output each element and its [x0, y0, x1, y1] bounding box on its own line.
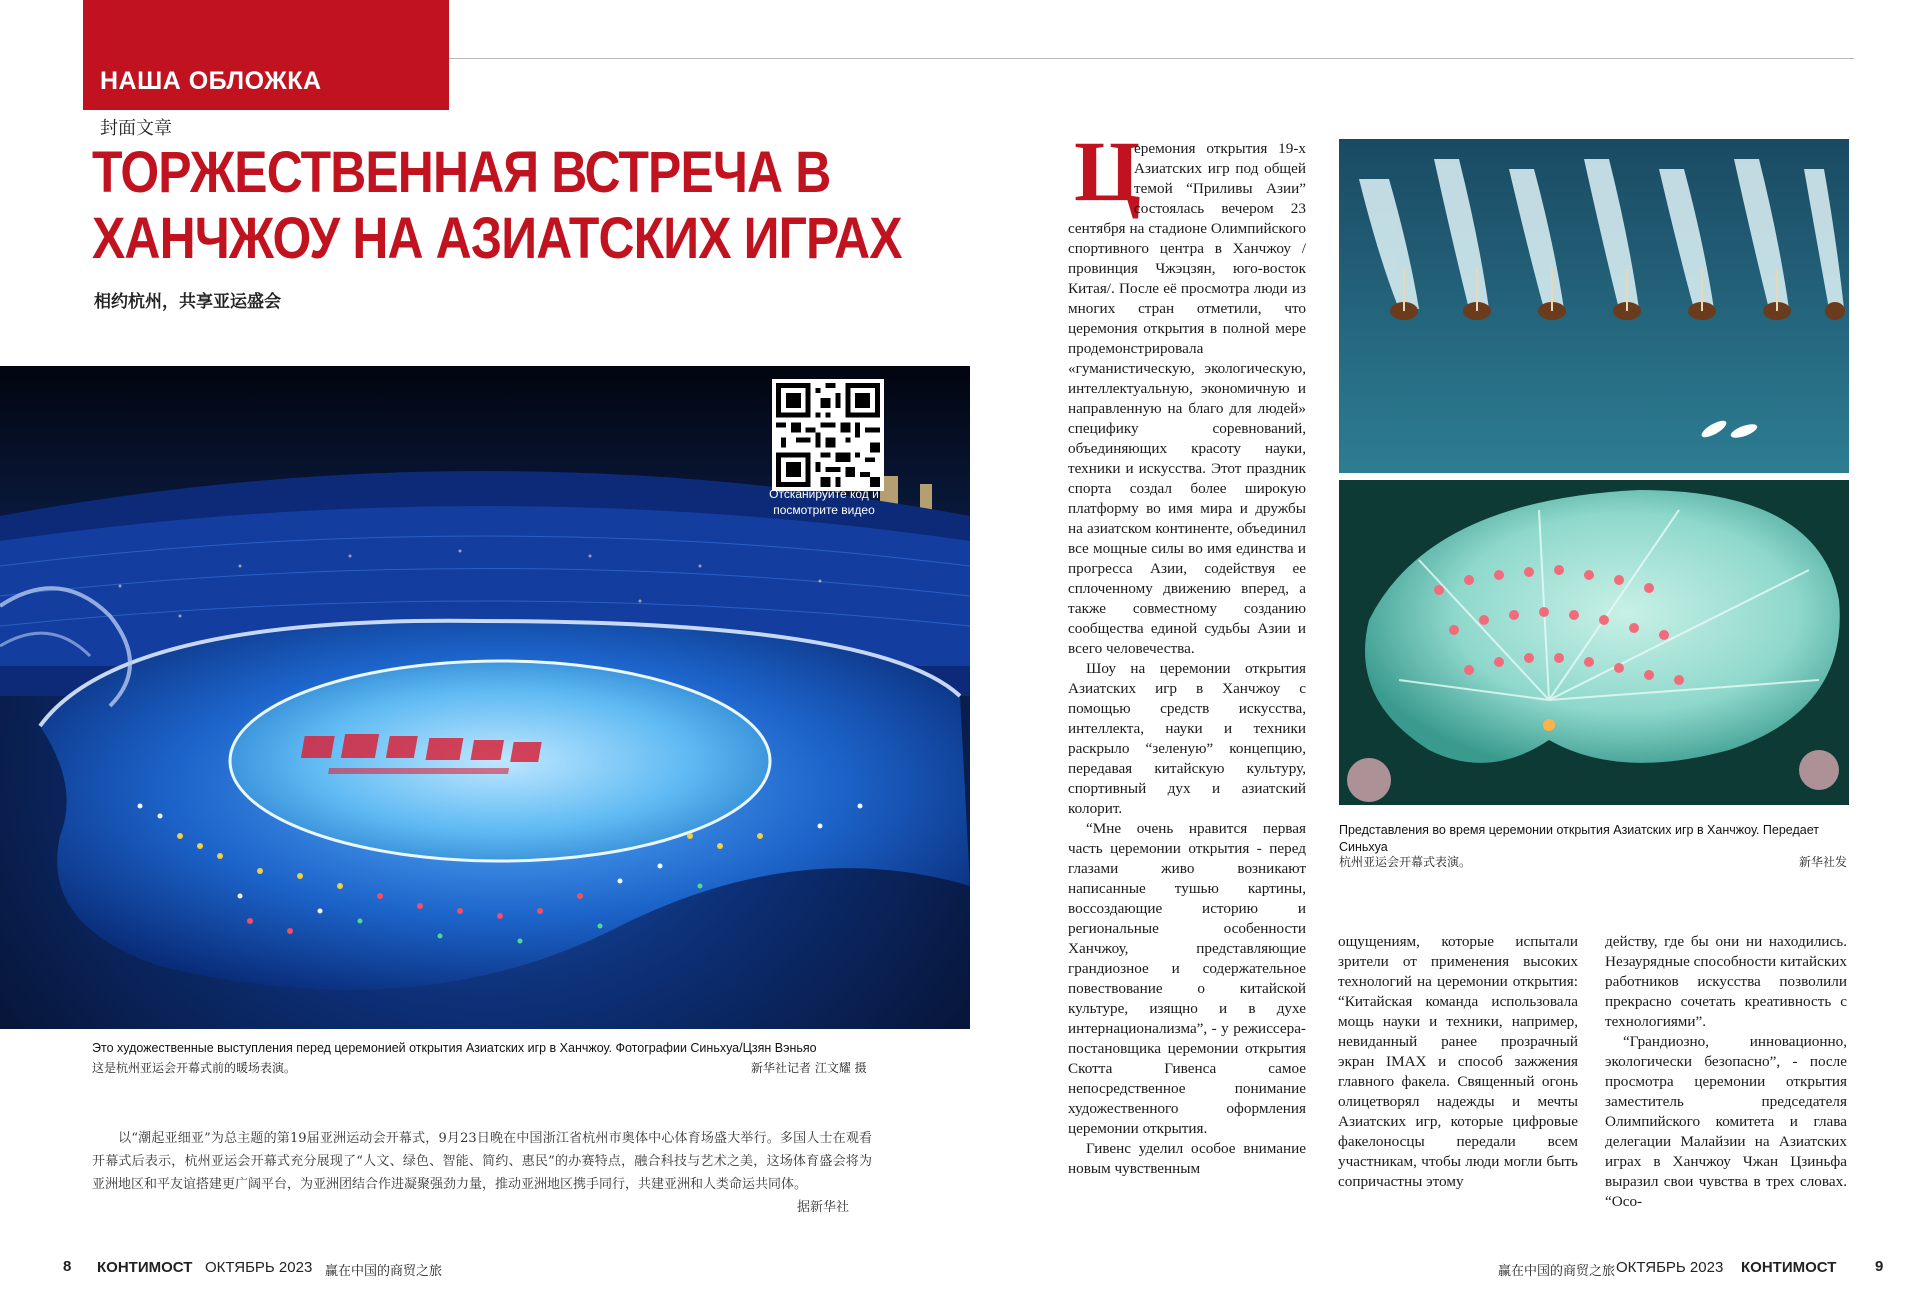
page-number-right: 9	[1875, 1258, 1884, 1275]
subtitle-cn: 相约杭州，共享亚运盛会	[94, 292, 281, 312]
magazine-name-right: КОНТИМОСТ	[1741, 1259, 1837, 1276]
summary-text: 以“潮起亚细亚”为总主题的第19届亚洲运动会开幕式，9月23日晚在中国浙江省杭州市奥体中心体育场盛大举行。多国人士在观看开幕式后表示，杭州亚运会开幕式充分展现了“人文、绿色、智能、简约、惠民”的办赛特点，融合科技与艺术之美，这场体育盛会将为亚洲地区和平友谊搭建更广阔平台，为亚洲团结合作进凝聚强劲力量，推动亚洲地区携手同行，共建亚洲和人类命运共同体。	[92, 1131, 872, 1192]
article-paragraph: действу, где бы они ни находились. Незаурядные способности китайских работников искусства позволили прекрасно сочетать креативность с технологиями”.	[1605, 933, 1847, 1030]
title-line-2: ХАНЧЖОУ НА АЗИАТСКИХ ИГРАХ	[92, 206, 902, 271]
article-column-2	[1338, 932, 1578, 1192]
article-column-1	[1068, 139, 1306, 1179]
hero-credit-cn: 新华社记者 江文耀 摄	[751, 1061, 867, 1075]
article-paragraph: ощущениям, которые испытали зрители от применения высоких технологий на церемонии открытия: “Китайская команда использовала мощь науки и техники, например, невиданный ранее прозрачный экран IMAX и способ зажжения главного факела. Священный огонь олицетворял надежды и мечты Азиатских игр, которые цифровые факелоносцы передали всем участникам, чтобы люди могли быть сопричастны этому	[1338, 933, 1578, 1190]
right-photos-credit-cn: 新华社发	[1799, 855, 1848, 869]
qr-code[interactable]	[772, 379, 884, 491]
slogan-left: 赢在中国的商贸之旅	[325, 1264, 443, 1279]
rubric-cn: 封面文章	[100, 118, 172, 139]
hero-caption: Это художественные выступления перед церемонией открытия Азиатских игр в Ханчжоу. Фотографии Синьхуа/Цзян Вэньяо	[92, 1041, 817, 1055]
right-photos-caption: Представления во время церемонии открытия Азиатских игр в Ханчжоу. Передает Синьхуа	[1339, 823, 1819, 854]
qr-caption: Отсканируйте код и посмотрите видео	[769, 487, 879, 517]
drop-cap: Ц	[1074, 123, 1141, 219]
summary-credit: 据新华社	[797, 1200, 850, 1215]
article-paragraph: “Мне очень нравится первая часть церемонии открытия - перед глазами живо возникают написанные тушью картины, воссоздающие историю и региональные особенности Ханчжоу, представляющие грандиозное и содержательное повествование о китайской культуре, изящно и в духе интернационализма”, - у режиссера-постановщика церемонии открытия Скотта Гивенса самое непосредственное понимание художественного оформления церемонии открытия.	[1068, 820, 1306, 1137]
article-paragraph: “Грандиозно, инновационно, экологически безопасно”, - после просмотра церемонии открытия заместитель председателя Олимпийского комитета и глава делегации Малайзии на Азиатских играх в Ханчжоу Чжан Цзиньфа выразил свои чувства в трех словах. “Осо-	[1605, 1033, 1847, 1210]
header-rule	[449, 58, 1854, 59]
title-line-1: ТОРЖЕСТВЕННАЯ ВСТРЕЧА В	[92, 140, 831, 205]
magazine-name-left: КОНТИМОСТ	[97, 1259, 193, 1276]
issue-date-right: ОКТЯБРЬ 2023	[1616, 1259, 1724, 1276]
photo-lotus-dancers	[1339, 480, 1849, 805]
article-paragraph: Шоу на церемонии открытия Азиатских игр в Ханчжоу с помощью средств искусства, интеллекта, науки и техники раскрыло “зеленую” концепцию, передавая китайскую культуру, спортивный дух и азиатский колорит.	[1068, 660, 1306, 817]
article-paragraph: еремония открытия 19-х Азиатских игр под общей темой “Приливы Азии” состоялась вечером 23 сентября на стадионе Олимпийского спортивного центра в Ханчжоу /провинция Чжэцзян, юго-восток Китая/. После её просмотра люди из многих стран отметили, что церемония открытия в полной мере продемонстрировала «гуманистическую, экологическую, интеллектуальную, экономичную и направленную на благо для людей» специфику соревнований, объединяющих красоту науки, техники и искусства. Этот праздник спорта создал более широкую платформу во имя мира и дружбы на азиатском континенте, объединил все мощные силы во имя единства и прогресса Азии, содействуя ее сплоченному движению вперед, а также совместному созданию сообщества единой судьбы Азии и всего человечества.	[1068, 140, 1306, 657]
page-number-left: 8	[63, 1258, 72, 1275]
rubric-label: НАША ОБЛОЖКА	[100, 67, 322, 95]
right-photos-caption-cn: 杭州亚运会开幕式表演。	[1339, 855, 1472, 869]
article-title	[92, 140, 902, 272]
hero-caption-cn: 这是杭州亚运会开幕式前的暖场表演。	[92, 1061, 297, 1075]
photo-boats	[1339, 139, 1849, 473]
article-column-3	[1605, 932, 1847, 1212]
summary-cn	[92, 1127, 872, 1196]
slogan-right: 赢在中国的商贸之旅	[1498, 1264, 1616, 1279]
article-paragraph: Гивенс уделил особое внимание новым чувственным	[1068, 1140, 1306, 1177]
issue-date-left: ОКТЯБРЬ 2023	[205, 1259, 313, 1276]
